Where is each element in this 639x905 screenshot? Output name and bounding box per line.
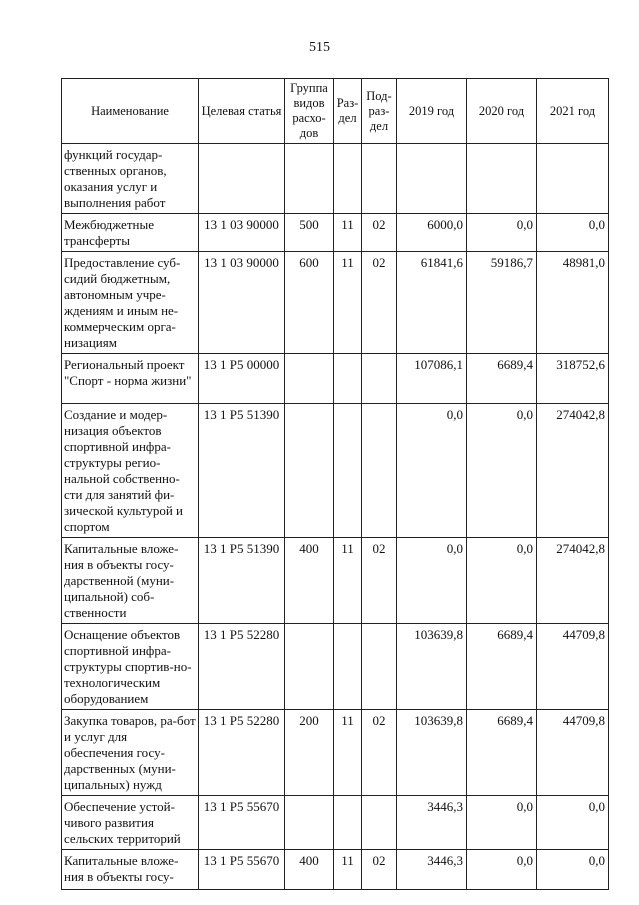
header-expense-group: Группа видов расхо-дов bbox=[285, 79, 334, 144]
header-name: Наименование bbox=[62, 79, 199, 144]
row-target-article-cell: 13 1 P5 52280 bbox=[199, 624, 285, 710]
row-2019-cell: 61841,6 bbox=[397, 252, 467, 354]
row-subsection-cell bbox=[362, 796, 397, 850]
row-2020-cell: 6689,4 bbox=[467, 354, 537, 404]
header-2020: 2020 год bbox=[467, 79, 537, 144]
row-target-article-cell: 13 1 P5 00000 bbox=[199, 354, 285, 404]
row-expense-group-cell bbox=[285, 354, 334, 404]
table-row bbox=[62, 214, 609, 252]
row-2021-cell: 0,0 bbox=[537, 796, 609, 850]
header-target-article: Целевая статья bbox=[199, 79, 285, 144]
row-section-cell bbox=[334, 354, 362, 404]
row-2019-cell: 3446,3 bbox=[397, 850, 467, 890]
row-subsection-cell: 02 bbox=[362, 538, 397, 624]
table-row bbox=[62, 710, 609, 796]
row-2020-cell: 0,0 bbox=[467, 404, 537, 538]
row-2020-cell: 6689,4 bbox=[467, 624, 537, 710]
row-expense-group-cell bbox=[285, 796, 334, 850]
row-name-cell: Обеспечение устой-чивого развития сельских территорий bbox=[62, 796, 199, 850]
row-2021-cell bbox=[537, 144, 609, 214]
row-subsection-cell: 02 bbox=[362, 710, 397, 796]
row-target-article-cell: 13 1 P5 51390 bbox=[199, 538, 285, 624]
row-section-cell bbox=[334, 144, 362, 214]
row-2019-cell bbox=[397, 144, 467, 214]
table-header-row bbox=[62, 79, 609, 144]
row-2021-cell: 48981,0 bbox=[537, 252, 609, 354]
row-name-cell: функций государ-ственных органов, оказания услуг и выполнения работ bbox=[62, 144, 199, 214]
row-target-article-cell: 13 1 P5 52280 bbox=[199, 710, 285, 796]
table-row bbox=[62, 796, 609, 850]
row-section-cell bbox=[334, 404, 362, 538]
header-subsection: Под-раз-дел bbox=[362, 79, 397, 144]
row-expense-group-cell: 600 bbox=[285, 252, 334, 354]
row-subsection-cell bbox=[362, 624, 397, 710]
row-2021-cell: 44709,8 bbox=[537, 710, 609, 796]
header-2021: 2021 год bbox=[537, 79, 609, 144]
row-name-cell: Закупка товаров, ра-бот и услуг для обеспечения госу-дарственных (муни-ципальных) нужд bbox=[62, 710, 199, 796]
row-section-cell: 11 bbox=[334, 252, 362, 354]
row-name-cell: Межбюджетные трансферты bbox=[62, 214, 199, 252]
row-2020-cell: 0,0 bbox=[467, 538, 537, 624]
page-number: 515 bbox=[309, 40, 330, 55]
row-name-cell: Региональный проект "Спорт - норма жизни" bbox=[62, 354, 199, 404]
row-2019-cell: 3446,3 bbox=[397, 796, 467, 850]
row-2021-cell: 274042,8 bbox=[537, 538, 609, 624]
row-section-cell: 11 bbox=[334, 850, 362, 890]
row-name-cell: Капитальные вложе-ния в объекты госу- bbox=[62, 850, 199, 890]
row-2020-cell: 0,0 bbox=[467, 214, 537, 252]
row-2021-cell: 0,0 bbox=[537, 214, 609, 252]
row-2021-cell: 44709,8 bbox=[537, 624, 609, 710]
row-expense-group-cell bbox=[285, 404, 334, 538]
row-2020-cell bbox=[467, 144, 537, 214]
row-2019-cell: 0,0 bbox=[397, 404, 467, 538]
row-target-article-cell: 13 1 P5 51390 bbox=[199, 404, 285, 538]
row-section-cell bbox=[334, 624, 362, 710]
row-subsection-cell bbox=[362, 144, 397, 214]
row-name-cell: Предоставление суб-сидий бюджетным, автономным учре-ждениям и иным не-коммерческим орга-низациям bbox=[62, 252, 199, 354]
row-subsection-cell: 02 bbox=[362, 214, 397, 252]
row-name-cell: Оснащение объектов спортивной инфра-структуры спортив-но-технологическим оборудованием bbox=[62, 624, 199, 710]
header-section: Раз-дел bbox=[334, 79, 362, 144]
row-target-article-cell: 13 1 P5 55670 bbox=[199, 796, 285, 850]
row-2021-cell: 0,0 bbox=[537, 850, 609, 890]
row-2019-cell: 6000,0 bbox=[397, 214, 467, 252]
row-2020-cell: 0,0 bbox=[467, 850, 537, 890]
row-expense-group-cell bbox=[285, 144, 334, 214]
row-2021-cell: 318752,6 bbox=[537, 354, 609, 404]
row-target-article-cell: 13 1 P5 55670 bbox=[199, 850, 285, 890]
row-name-cell: Капитальные вложе-ния в объекты госу-дарственной (муни-ципальной) соб-ственности bbox=[62, 538, 199, 624]
row-2019-cell: 0,0 bbox=[397, 538, 467, 624]
row-target-article-cell bbox=[199, 144, 285, 214]
row-target-article-cell: 13 1 03 90000 bbox=[199, 252, 285, 354]
table-row bbox=[62, 624, 609, 710]
row-section-cell: 11 bbox=[334, 538, 362, 624]
table-row bbox=[62, 404, 609, 538]
header-2019: 2019 год bbox=[397, 79, 467, 144]
row-section-cell: 11 bbox=[334, 214, 362, 252]
table-row bbox=[62, 252, 609, 354]
row-subsection-cell: 02 bbox=[362, 850, 397, 890]
row-2019-cell: 103639,8 bbox=[397, 710, 467, 796]
budget-table bbox=[61, 78, 609, 890]
row-expense-group-cell: 400 bbox=[285, 538, 334, 624]
row-2020-cell: 59186,7 bbox=[467, 252, 537, 354]
row-2021-cell: 274042,8 bbox=[537, 404, 609, 538]
table-row bbox=[62, 144, 609, 214]
table-row bbox=[62, 354, 609, 404]
row-section-cell: 11 bbox=[334, 710, 362, 796]
row-name-cell: Создание и модер-низация объектов спортивной инфра-структуры регио-нальной собственно-сти для занятий фи-зической культурой и спортом bbox=[62, 404, 199, 538]
row-expense-group-cell: 400 bbox=[285, 850, 334, 890]
row-subsection-cell: 02 bbox=[362, 252, 397, 354]
row-target-article-cell: 13 1 03 90000 bbox=[199, 214, 285, 252]
row-2019-cell: 107086,1 bbox=[397, 354, 467, 404]
row-expense-group-cell: 500 bbox=[285, 214, 334, 252]
row-2020-cell: 6689,4 bbox=[467, 710, 537, 796]
row-2019-cell: 103639,8 bbox=[397, 624, 467, 710]
table-row bbox=[62, 538, 609, 624]
row-subsection-cell bbox=[362, 354, 397, 404]
table-row bbox=[62, 850, 609, 890]
row-2020-cell: 0,0 bbox=[467, 796, 537, 850]
row-expense-group-cell: 200 bbox=[285, 710, 334, 796]
row-expense-group-cell bbox=[285, 624, 334, 710]
row-subsection-cell bbox=[362, 404, 397, 538]
row-section-cell bbox=[334, 796, 362, 850]
